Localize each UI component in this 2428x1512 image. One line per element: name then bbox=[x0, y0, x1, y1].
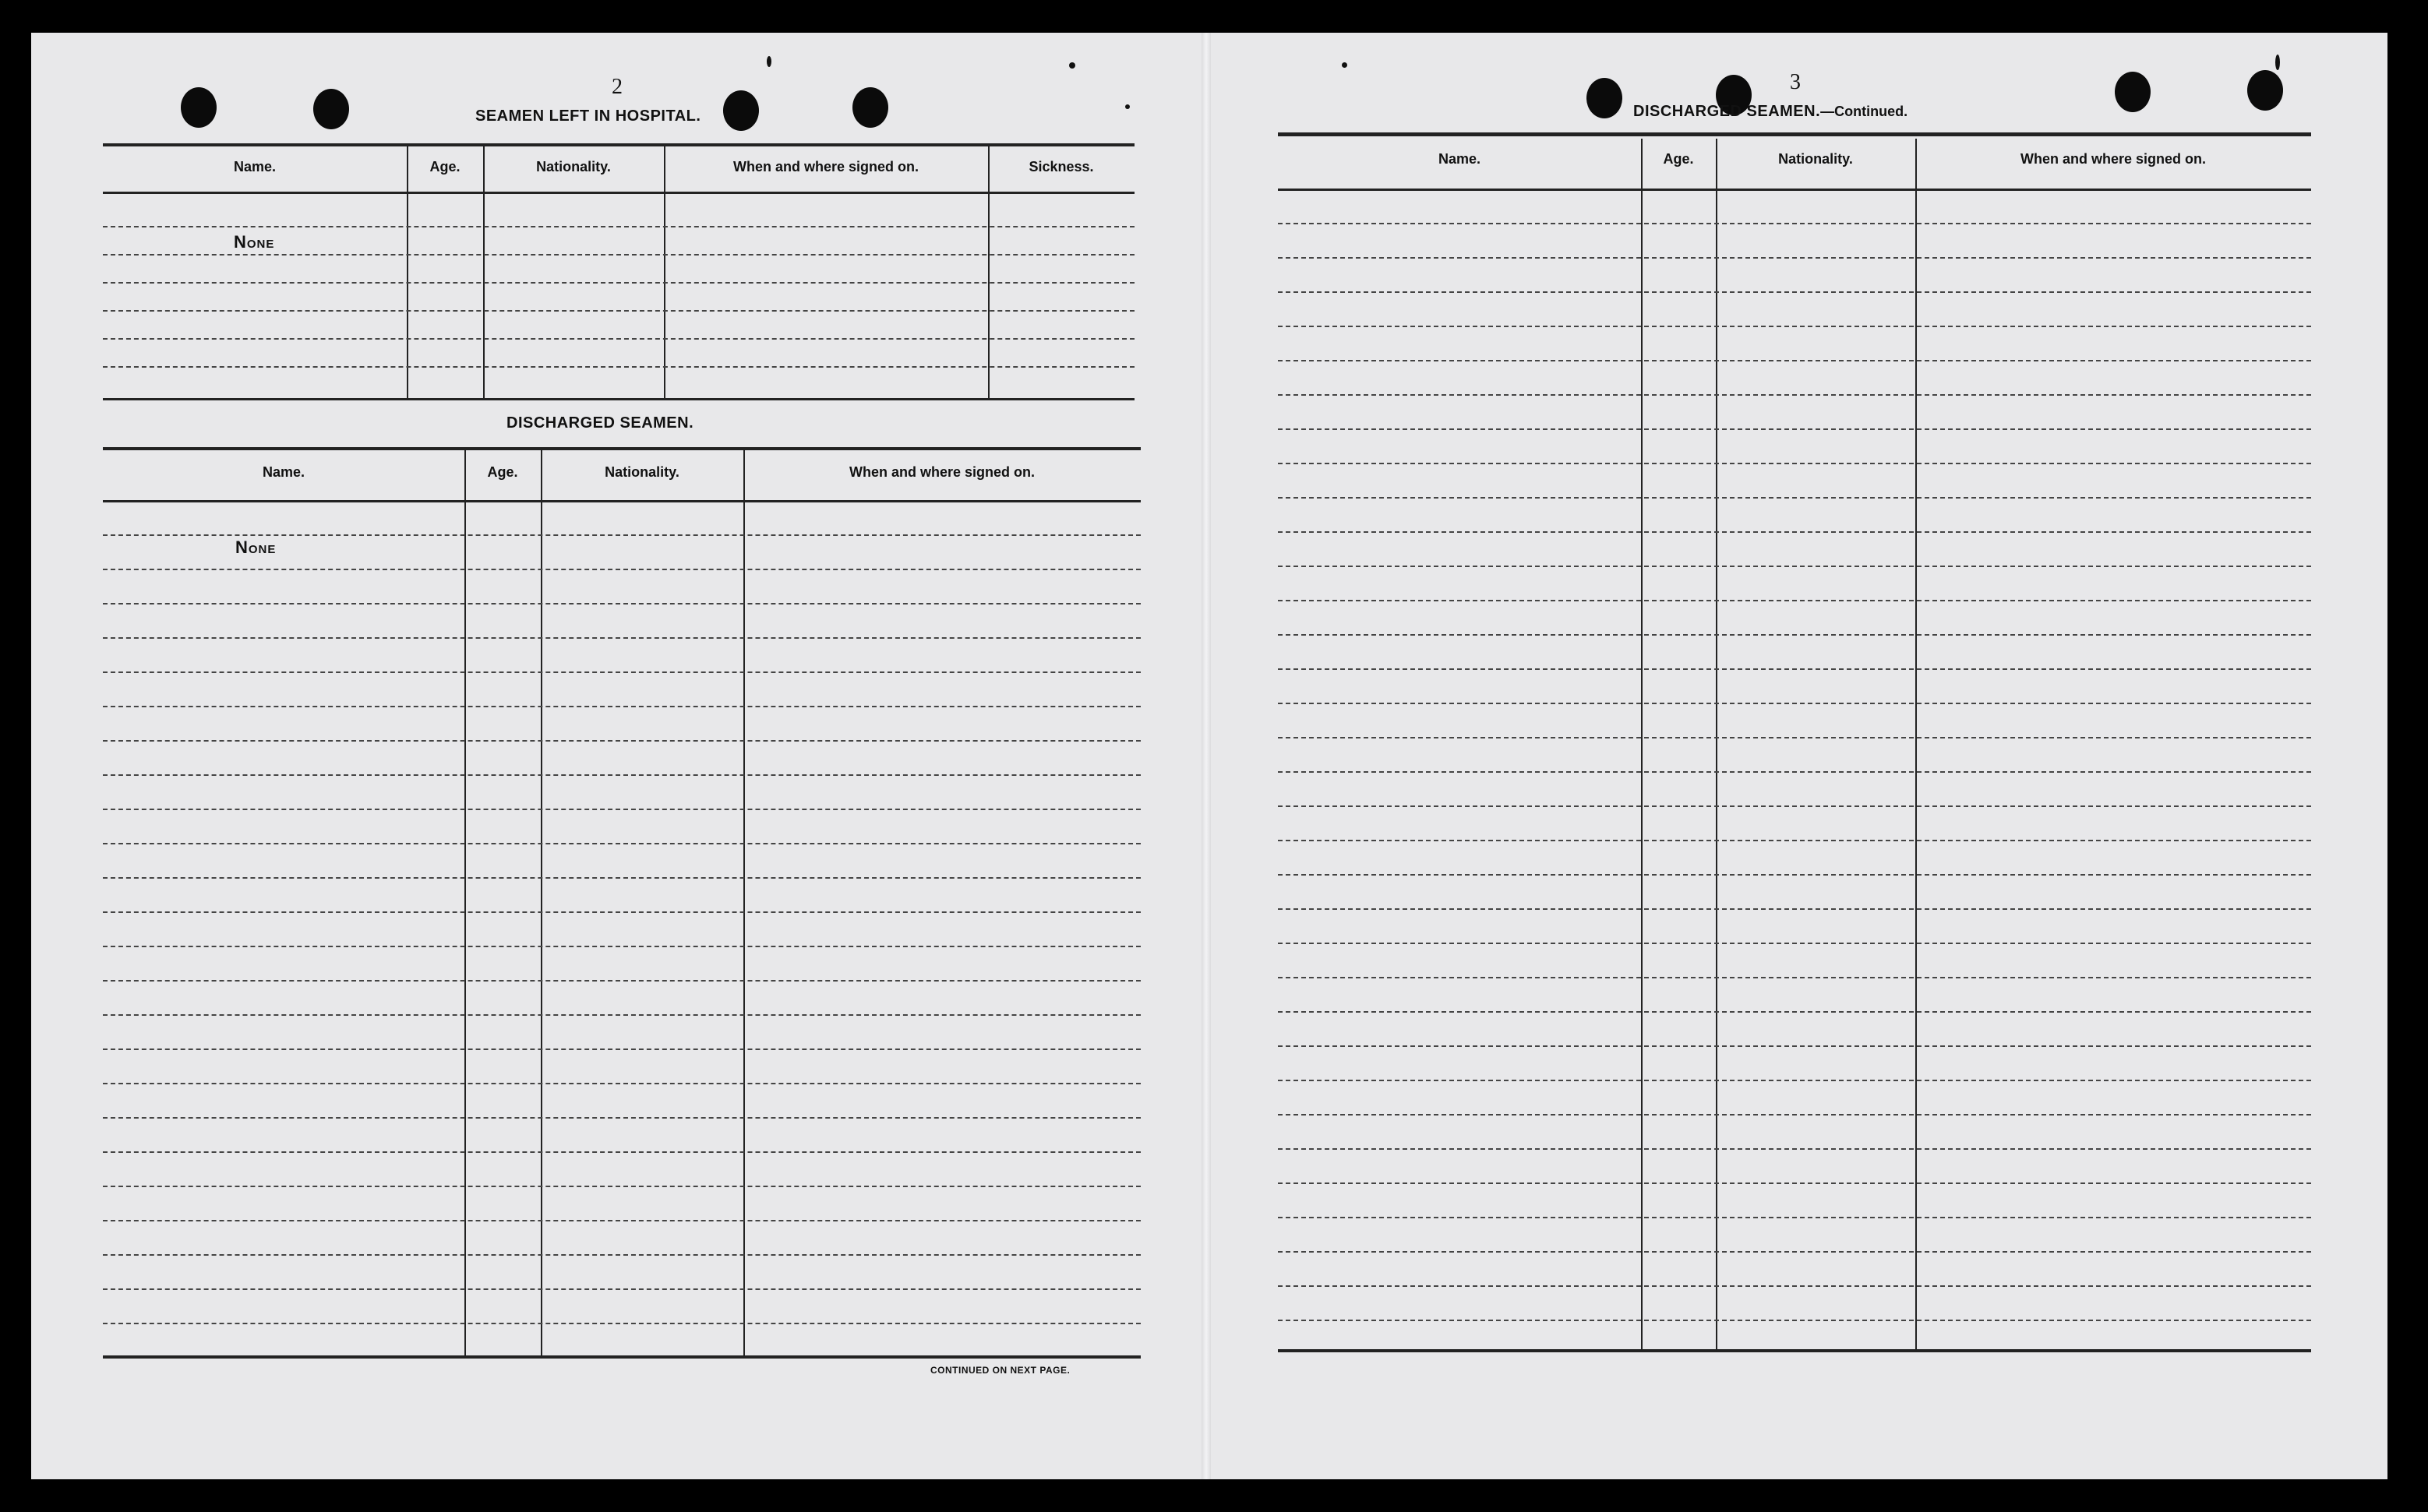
ruled-line bbox=[1278, 600, 2311, 601]
ruled-line bbox=[103, 603, 1141, 604]
ruled-line bbox=[103, 534, 1141, 536]
ruled-line bbox=[103, 569, 1141, 570]
ruled-line bbox=[1278, 1320, 2311, 1321]
ruled-line bbox=[1278, 1045, 2311, 1047]
discharged-entry-name: None bbox=[235, 537, 277, 557]
ruled-line bbox=[1278, 1251, 2311, 1253]
punch-hole bbox=[852, 87, 888, 128]
punch-hole bbox=[2115, 72, 2151, 112]
ruled-line bbox=[1278, 1114, 2311, 1115]
column-header-signed-on: When and where signed on. bbox=[732, 159, 919, 174]
column-header-name: Name. bbox=[1438, 151, 1481, 167]
column-header-signed-on: When and where signed on. bbox=[2020, 151, 2207, 167]
ruled-line bbox=[103, 706, 1141, 707]
ruled-line bbox=[103, 740, 1141, 742]
ink-speck bbox=[1342, 62, 1347, 68]
discharged-continued-title-text: DISCHARGED SEAMEN. bbox=[1633, 103, 1821, 120]
ruled-line bbox=[103, 1254, 1141, 1256]
discharged-table-left bbox=[103, 447, 1141, 1359]
ruled-line bbox=[1278, 840, 2311, 841]
column-header-age: Age. bbox=[487, 464, 518, 480]
ruled-line bbox=[103, 1186, 1141, 1187]
column-header-nationality: Nationality. bbox=[605, 464, 679, 480]
ruled-line bbox=[1278, 497, 2311, 499]
ink-speck bbox=[767, 56, 771, 67]
punch-hole bbox=[313, 89, 349, 129]
ruled-line bbox=[103, 877, 1141, 879]
ruled-line bbox=[103, 980, 1141, 982]
punch-hole bbox=[181, 87, 217, 128]
punch-hole bbox=[1586, 78, 1622, 118]
ruled-line bbox=[103, 843, 1141, 844]
ruled-line bbox=[103, 1151, 1141, 1153]
ruled-line bbox=[1278, 771, 2311, 773]
ruled-line bbox=[103, 809, 1141, 810]
hospital-table bbox=[103, 143, 1135, 400]
column-header-name: Name. bbox=[233, 159, 277, 174]
ruled-line bbox=[1278, 223, 2311, 224]
ruled-line bbox=[103, 1288, 1141, 1290]
ruled-line bbox=[103, 1323, 1141, 1324]
discharged-table-right bbox=[1278, 132, 2311, 1352]
ruled-line bbox=[103, 671, 1141, 673]
ink-speck bbox=[1069, 62, 1075, 69]
column-header-age: Age. bbox=[1663, 151, 1694, 167]
page-number-right: 3 bbox=[1790, 70, 1801, 94]
column-header-age: Age. bbox=[429, 159, 461, 174]
column-header-nationality: Nationality. bbox=[1778, 151, 1853, 167]
column-header-name: Name. bbox=[262, 464, 305, 480]
ink-speck bbox=[1125, 104, 1130, 109]
continued-note: CONTINUED ON NEXT PAGE. bbox=[930, 1365, 1071, 1376]
ruled-line bbox=[1278, 703, 2311, 704]
page-number-left: 2 bbox=[612, 75, 623, 99]
ruled-line bbox=[1278, 257, 2311, 259]
ruled-line bbox=[103, 1220, 1141, 1221]
discharged-continued-suffix: —Continued. bbox=[1820, 104, 1908, 119]
ruled-line bbox=[1278, 394, 2311, 396]
page-fold bbox=[1202, 33, 1211, 1479]
ruled-line bbox=[103, 946, 1141, 947]
ruled-line bbox=[103, 911, 1141, 913]
ruled-line bbox=[1278, 428, 2311, 430]
ruled-line bbox=[1278, 977, 2311, 978]
hospital-entry-name: None bbox=[234, 232, 275, 252]
ruled-line bbox=[1278, 1217, 2311, 1218]
discharged-continued-title bbox=[1633, 103, 1907, 121]
ruled-line bbox=[1278, 566, 2311, 567]
ruled-line bbox=[1278, 908, 2311, 910]
ruled-line bbox=[103, 637, 1141, 639]
ruled-line bbox=[1278, 874, 2311, 876]
ruled-line bbox=[1278, 805, 2311, 807]
ruled-line bbox=[1278, 531, 2311, 533]
column-header-sickness: Sickness. bbox=[1029, 159, 1094, 174]
ruled-line bbox=[1278, 1011, 2311, 1013]
ink-speck bbox=[2275, 55, 2280, 70]
discharged-section-title: DISCHARGED SEAMEN. bbox=[506, 414, 694, 432]
ruled-line bbox=[1278, 1080, 2311, 1081]
ruled-line bbox=[1278, 634, 2311, 636]
ruled-line bbox=[1278, 291, 2311, 293]
ruled-line bbox=[1278, 737, 2311, 738]
ruled-line bbox=[103, 1049, 1141, 1050]
ruled-line bbox=[103, 774, 1141, 776]
ruled-line bbox=[1278, 326, 2311, 327]
ruled-line bbox=[103, 1014, 1141, 1016]
punch-hole bbox=[723, 90, 759, 131]
punch-hole bbox=[2247, 70, 2283, 111]
ruled-line bbox=[1278, 463, 2311, 464]
ruled-line bbox=[1278, 1182, 2311, 1184]
ruled-line bbox=[1278, 1148, 2311, 1150]
ruled-line bbox=[1278, 943, 2311, 944]
ruled-line bbox=[1278, 668, 2311, 670]
column-header-signed-on: When and where signed on. bbox=[849, 464, 1036, 480]
ruled-line bbox=[1278, 360, 2311, 361]
hospital-section-title: SEAMEN LEFT IN HOSPITAL. bbox=[475, 107, 701, 125]
ruled-line bbox=[103, 1117, 1141, 1119]
ruled-line bbox=[103, 1083, 1141, 1084]
column-header-nationality: Nationality. bbox=[536, 159, 611, 174]
ruled-line bbox=[1278, 1285, 2311, 1287]
